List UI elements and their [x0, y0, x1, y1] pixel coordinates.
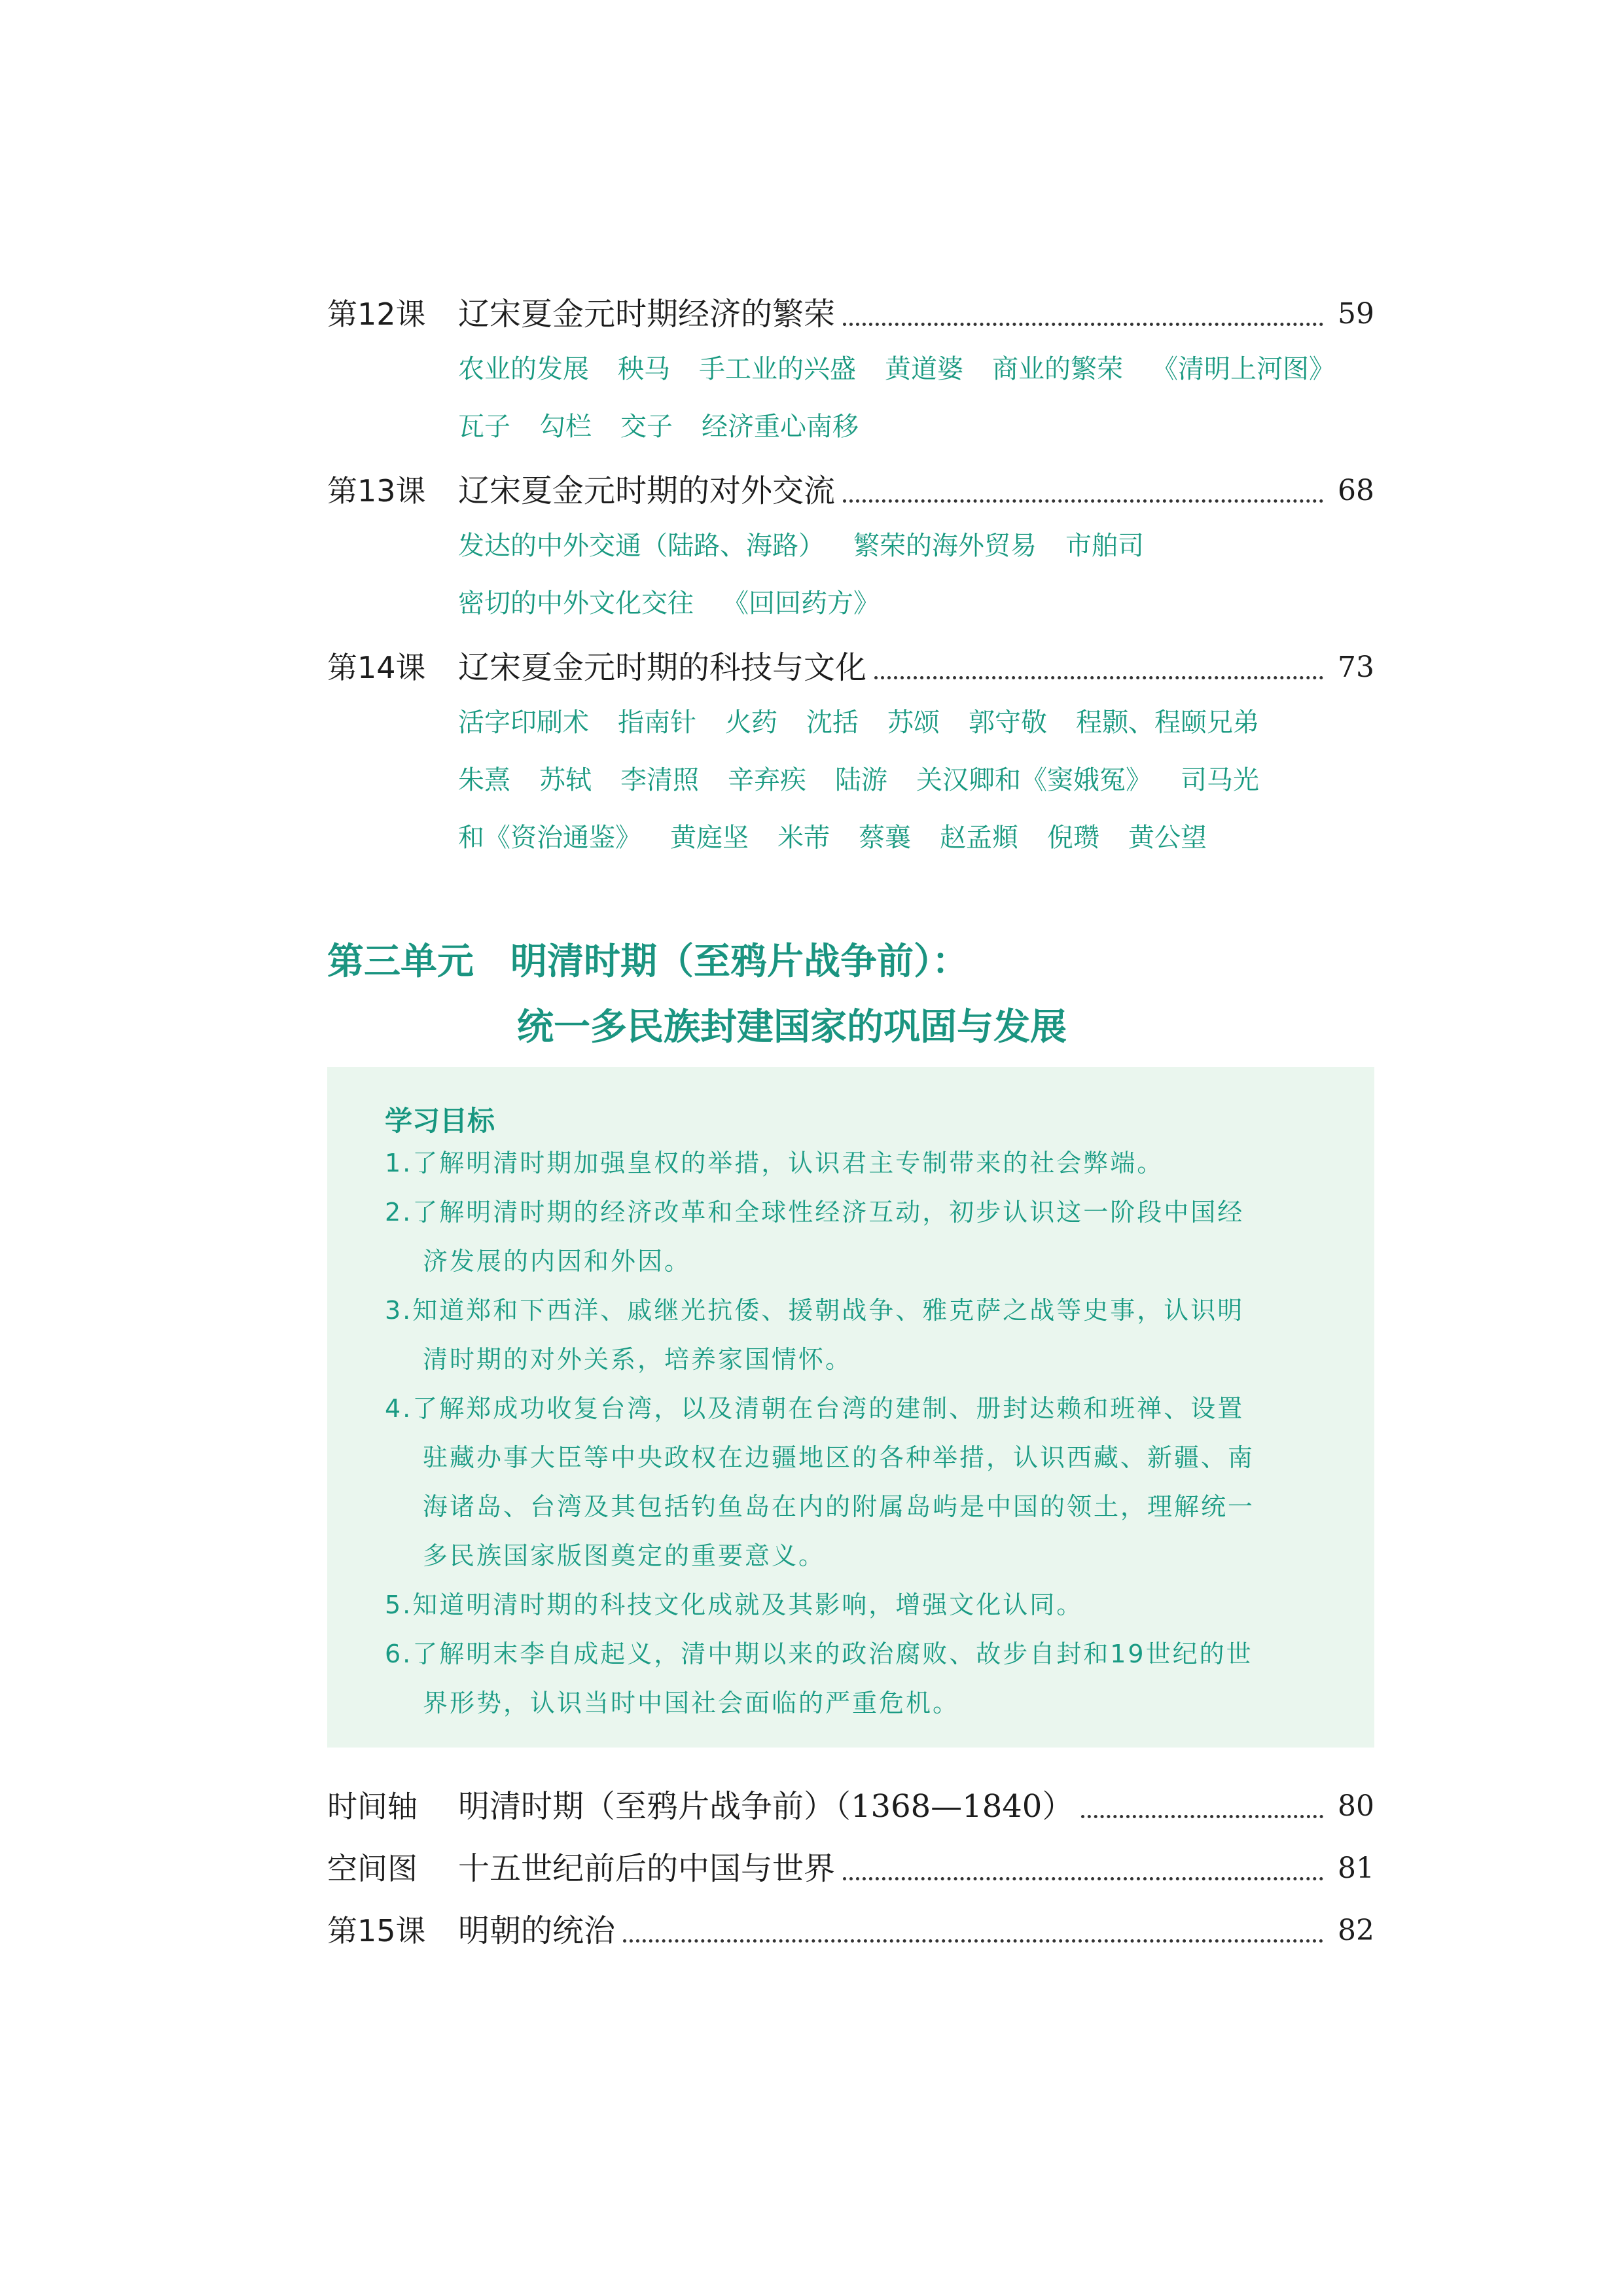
topic: 瓦子 — [458, 412, 510, 442]
topic: 司马光 — [1181, 765, 1259, 795]
topic-line — [458, 809, 1374, 867]
lesson-title: 辽宋夏金元时期经济的繁荣 — [458, 296, 836, 332]
toc-entry-lesson-13[interactable] — [327, 465, 1374, 511]
dot-leader — [623, 1939, 1323, 1943]
topic: 勾栏 — [539, 412, 592, 442]
goal-line: 5.知道明清时期的科技文化成就及其影响，增强文化认同。 — [385, 1590, 1084, 1619]
goal-line: 界形势，认识当时中国社会面临的严重危机。 — [423, 1689, 960, 1717]
topic: 商业的繁荣 — [992, 354, 1123, 384]
topic-line — [458, 751, 1374, 809]
topic: 辛弃疾 — [728, 765, 806, 795]
toc-entry-lesson-14[interactable] — [327, 641, 1374, 687]
goal-line: 海诸岛、台湾及其包括钓鱼岛在内的附属岛屿是中国的领土，理解统一 — [423, 1492, 1255, 1521]
dot-leader — [843, 499, 1323, 503]
topic: 米芾 — [777, 823, 830, 853]
topic: 关汉卿和《窦娥冤》 — [916, 765, 1152, 795]
topic: 农业的发展 — [458, 354, 589, 384]
lesson-title: 辽宋夏金元时期的科技与文化 — [458, 649, 867, 686]
lesson-title: 十五世纪前后的中国与世界 — [458, 1850, 836, 1887]
topic: 手工业的兴盛 — [699, 354, 856, 384]
topic: 黄道婆 — [885, 354, 963, 384]
topic-line — [458, 517, 1374, 575]
lesson-label: 第13课 — [327, 473, 426, 509]
topic: 和《资治通鉴》 — [458, 823, 641, 853]
topic: 黄公望 — [1128, 823, 1207, 853]
lesson-label: 第12课 — [327, 296, 426, 332]
topic: 倪瓒 — [1047, 823, 1099, 853]
page-number: 82 — [1338, 1914, 1374, 1947]
goal-line: 多民族国家版图奠定的重要意义。 — [423, 1541, 826, 1570]
topic: 黄庭坚 — [670, 823, 749, 853]
goal-line: 清时期的对外关系，培养家国情怀。 — [423, 1345, 853, 1374]
topic: 指南针 — [618, 708, 696, 738]
topic: 密切的中外文化交往 — [458, 588, 694, 619]
lesson-topics — [458, 517, 1374, 632]
goal-line: 驻藏办事大臣等中央政权在边疆地区的各种举措，认识西藏、新疆、南 — [423, 1443, 1255, 1472]
learning-goals-title: 学习目标 — [385, 1105, 495, 1137]
lesson-topics — [458, 340, 1374, 456]
page-number: 59 — [1338, 297, 1374, 331]
lesson-title: 明清时期（至鸦片战争前）（1368—1840） — [458, 1788, 1074, 1825]
dot-leader — [1081, 1815, 1323, 1818]
topic: 火药 — [725, 708, 777, 738]
lesson-label: 时间轴 — [327, 1789, 418, 1824]
topic-line — [458, 340, 1374, 398]
dot-leader — [874, 676, 1323, 679]
topic: 经济重心南移 — [702, 412, 859, 442]
topic: 市舶司 — [1065, 531, 1144, 561]
topic: 蔡襄 — [859, 823, 911, 853]
topic: 苏颂 — [887, 708, 940, 738]
toc-entry-lesson-12[interactable] — [327, 288, 1374, 334]
goal-line: 3.知道郑和下西洋、戚继光抗倭、援朝战争、雅克萨之战等史事，认识明 — [385, 1296, 1245, 1325]
topic: 陆游 — [835, 765, 887, 795]
lesson-label: 第14课 — [327, 650, 426, 685]
topic-line — [458, 575, 1374, 632]
topic: 赵孟頫 — [940, 823, 1018, 853]
topic: 发达的中外交通（陆路、海路） — [458, 531, 825, 561]
lesson-topics — [458, 694, 1374, 867]
lesson-title: 明朝的统治 — [458, 1912, 616, 1949]
topic-line — [458, 398, 1374, 456]
page-number: 80 — [1338, 1789, 1374, 1823]
topic: 李清照 — [620, 765, 699, 795]
topic: 程颢、程颐兄弟 — [1076, 708, 1259, 738]
page-number: 73 — [1338, 651, 1374, 684]
dot-leader — [843, 323, 1323, 326]
topic: 繁荣的海外贸易 — [853, 531, 1037, 561]
page-number: 81 — [1338, 1852, 1374, 1885]
dot-leader — [843, 1877, 1323, 1880]
unit-heading-line2: 统一多民族封建国家的巩固与发展 — [517, 1006, 1067, 1049]
topic: 朱熹 — [458, 765, 510, 795]
unit-heading-line1: 第三单元 明清时期（至鸦片战争前）： — [327, 941, 969, 983]
goal-line: 4.了解郑成功收复台湾，以及清朝在台湾的建制、册封达赖和班禅、设置 — [385, 1394, 1245, 1423]
topic: 郭守敬 — [969, 708, 1047, 738]
goal-line: 2.了解明清时期的经济改革和全球性经济互动，初步认识这一阶段中国经 — [385, 1198, 1245, 1227]
topic: 交子 — [620, 412, 673, 442]
learning-goals-list — [385, 1139, 1327, 1728]
learning-goals-box — [327, 1067, 1374, 1748]
topic: 活字印刷术 — [458, 708, 589, 738]
lesson-label: 第15课 — [327, 1913, 426, 1948]
goal-line: 济发展的内因和外因。 — [423, 1247, 692, 1276]
toc-entry-space-map[interactable] — [327, 1842, 1374, 1888]
page-number: 68 — [1338, 474, 1374, 507]
topic: 秧马 — [618, 354, 670, 384]
lesson-label: 空间图 — [327, 1851, 418, 1886]
lesson-title: 辽宋夏金元时期的对外交流 — [458, 473, 836, 509]
topic: 《回回药方》 — [722, 588, 880, 619]
topic: 《清明上河图》 — [1152, 354, 1335, 384]
toc-entry-timeline[interactable] — [327, 1780, 1374, 1826]
goal-line: 1.了解明清时期加强皇权的举措，认识君主专制带来的社会弊端。 — [385, 1149, 1164, 1177]
goal-line: 6.了解明末李自成起义，清中期以来的政治腐败、故步自封和19世纪的世 — [385, 1640, 1253, 1668]
topic-line — [458, 694, 1374, 751]
toc-entry-lesson-15[interactable] — [327, 1905, 1374, 1950]
topic: 沈括 — [806, 708, 859, 738]
topic: 苏轼 — [539, 765, 592, 795]
